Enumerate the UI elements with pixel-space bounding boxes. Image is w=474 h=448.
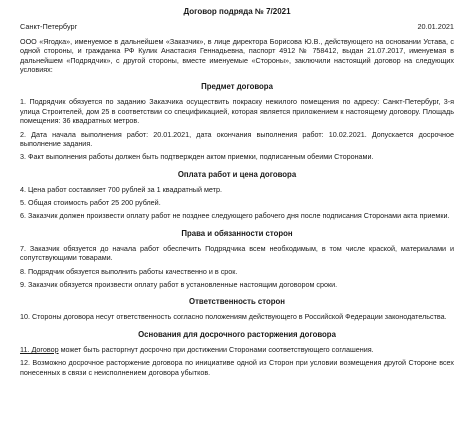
clause-11 bbox=[20, 345, 454, 354]
city: Санкт-Петербург bbox=[20, 22, 78, 32]
section-heading-termination: Основания для досрочного расторжения договора bbox=[138, 329, 336, 339]
clause-9: 9. Заказчик обязуется произвести оплату работ в установленные настоящим договором сроки. bbox=[20, 280, 338, 289]
clause-2: 2. Дата начала выполнения работ: 20.01.2021, дата окончания выполнения работ: 10.02.2021. Допускается досрочное выполнение задания. bbox=[20, 129, 454, 148]
clause-10: 10. Стороны договора несут ответственность согласно положениям действующего в Российской Федерации законодательства. bbox=[20, 312, 447, 322]
clause-8: 8. Подрядчик обязуется выполнить работы качественно и в срок. bbox=[20, 266, 238, 276]
section-heading-payment: Оплата работ и цена договора bbox=[177, 169, 297, 179]
section-heading-subject: Предмет договора bbox=[201, 82, 273, 92]
intro-paragraph: ООО «Ягодка», именуемое в дальнейшем «Заказчик», в лице директора Борисова Ю.В., действующего на основании Устава, с одной стороны, и гражданка РФ Кулик Анастасия Геннадьевна, паспорт 4912 № 758412, выдан 21.07.2017, именуемая в дальнейшем «Подрядчик», с другой стороны, вместе именуемые «Стороны», заключили настоящий договор на следующих условиях: bbox=[20, 36, 454, 74]
document-title: Договор подряда № 7/2021 bbox=[183, 7, 291, 16]
clause-4: 4. Цена работ составляет 700 рублей за 1 квадратный метр. bbox=[20, 184, 222, 194]
clause-1: 1. Подрядчик обязуется по заданию Заказчика осуществить покраску нежилого помещения по адресу: Санкт-Петербург, 3-я улица Строителей, дом 25 в соответствии со спецификацией, которая является приложением к настоящему договору. Площадь помещения: 36 квадратных метров. bbox=[20, 97, 454, 126]
clause-12: 12. Возможно досрочное расторжение договора по инициативе одной из Сторон при условии возмещения другой Стороне всех понесенных в связи с неисполнением договора убытков. bbox=[20, 358, 454, 377]
clause-11-text: может быть расторгнут досрочно при достижении Сторонами соответствующего соглашения. bbox=[58, 344, 374, 354]
clause-3: 3. Факт выполнения работы должен быть подтвержден актом приемки, подписанным обеими Сторонами. bbox=[20, 152, 374, 162]
contract-link[interactable]: 11. Договор bbox=[20, 344, 59, 354]
clause-7: 7. Заказчик обязуется до начала работ обеспечить Подрядчика всем необходимым, в том числе краской, материалами и сопутствующими товарами. bbox=[20, 243, 454, 263]
clause-6: 6. Заказчик должен произвести оплату работ не позднее следующего рабочего дня после подписания Сторонами акта приемки. bbox=[20, 211, 450, 221]
city-date-line bbox=[20, 22, 454, 31]
section-heading-rights: Права и обязанности сторон bbox=[181, 228, 293, 238]
clause-5: 5. Общая стоимость работ 25 200 рублей. bbox=[20, 198, 161, 208]
section-heading-liability: Ответственность сторон bbox=[189, 297, 285, 307]
contract-date: 20.01.2021 bbox=[417, 22, 454, 32]
